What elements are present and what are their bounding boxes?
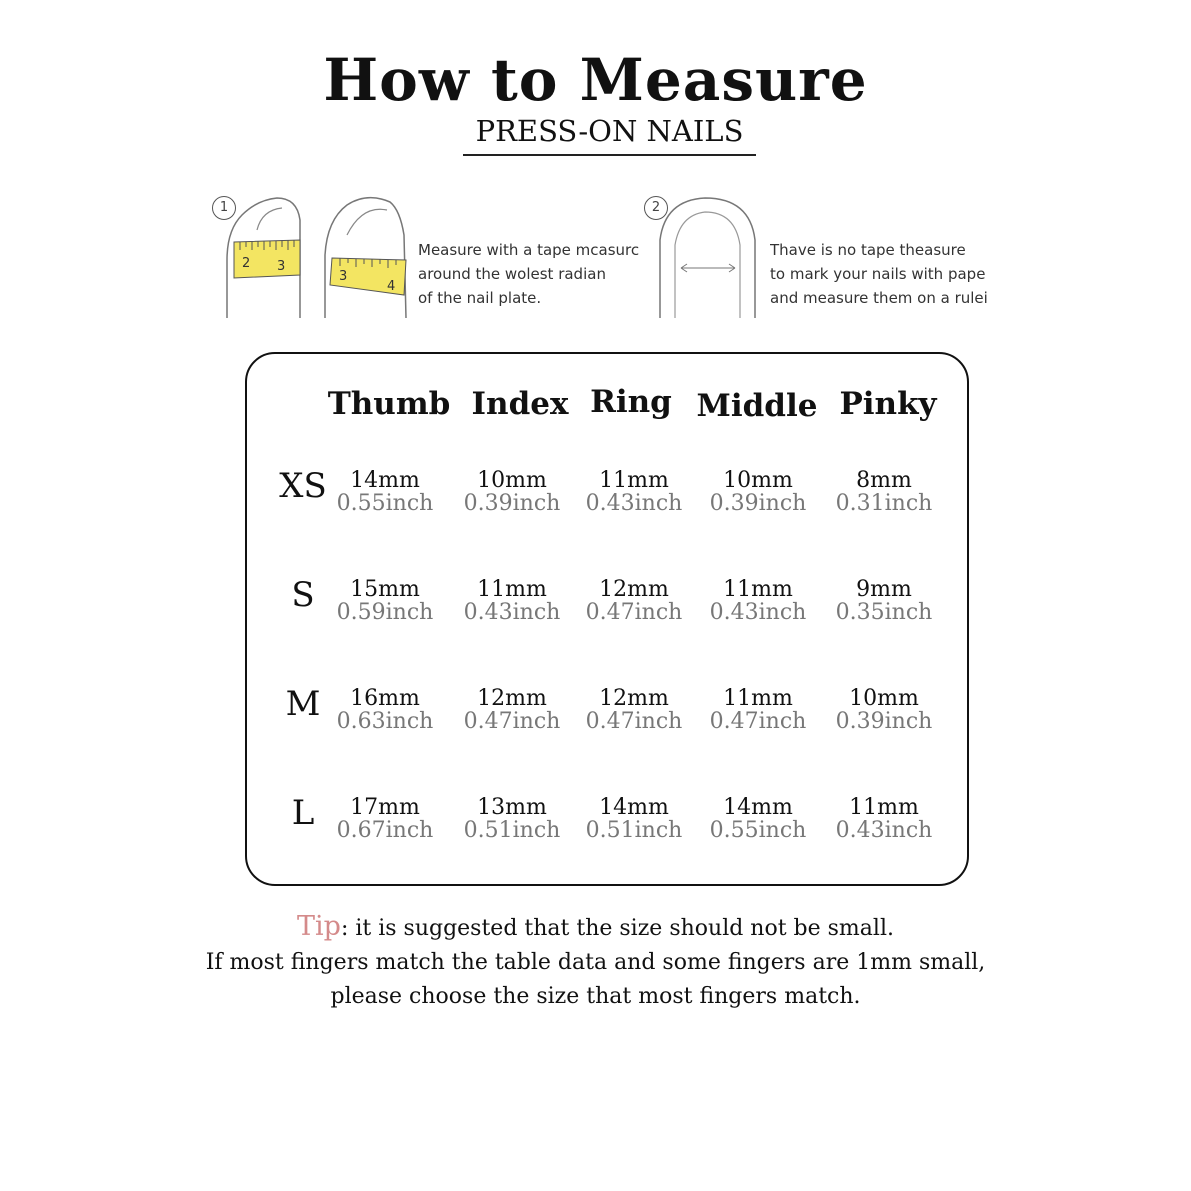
cell-m-index: 12mm 0.47inch [463,686,561,734]
cell-l-middle: 14mm 0.55inch [709,795,807,843]
tape-mark-3: 3 [277,259,286,274]
cell-l-pinky: 11mm 0.43inch [835,795,933,843]
tip-text [0,910,1191,1014]
tape-mark-3b: 3 [339,269,348,284]
row-header-s: S [291,575,315,615]
step-1-illustration [222,190,417,320]
cell-m-thumb: 16mm 0.63inch [336,686,434,734]
tip-line-2: If most fingers match the table data and some fingers are 1mm small, [205,950,986,975]
column-header-pinky: Pinky [839,386,937,422]
tape-mark-2: 2 [242,256,251,271]
column-header-ring: Ring [590,384,672,420]
row-header-xs: XS [279,466,327,506]
step-2-illustration [655,190,765,320]
cell-xs-pinky: 8mm 0.31inch [835,468,933,516]
cell-m-ring: 12mm 0.47inch [585,686,683,734]
cell-s-middle: 11mm 0.43inch [709,577,807,625]
cell-s-pinky: 9mm 0.35inch [835,577,933,625]
cell-l-index: 13mm 0.51inch [463,795,561,843]
tip-label: Tip [297,911,341,942]
column-header-middle: Middle [696,388,818,424]
step-2-number: 2 [644,196,668,220]
cell-s-index: 11mm 0.43inch [463,577,561,625]
cell-l-thumb: 17mm 0.67inch [336,795,434,843]
size-table [245,352,969,886]
cell-m-middle: 11mm 0.47inch [709,686,807,734]
tip-line-1: Tip: it is suggested that the size should not be small. [297,911,894,942]
column-header-thumb: Thumb [327,386,451,422]
row-header-l: L [291,793,315,833]
step-1-text: Measure with a tape mcasurc around the wolest radian of the nail plate. [418,241,640,307]
tip-line-3: please choose the size that most fingers match. [330,984,861,1009]
page-title: How to Measure [323,46,868,114]
cell-xs-index: 10mm 0.39inch [463,468,561,516]
tape-mark-4: 4 [387,279,396,294]
row-header-m: M [285,684,321,724]
page-subtitle: PRESS-ON NAILS [463,114,756,156]
cell-l-ring: 14mm 0.51inch [585,795,683,843]
step-1-number: 1 [212,196,236,220]
cell-xs-middle: 10mm 0.39inch [709,468,807,516]
cell-s-thumb: 15mm 0.59inch [336,577,434,625]
cell-xs-ring: 11mm 0.43inch [585,468,683,516]
step-2-text: Thave is no tape theasure to mark your nails with pape and measure them on a rulei [770,241,988,307]
cell-xs-thumb: 14mm 0.55inch [336,468,434,516]
cell-m-pinky: 10mm 0.39inch [835,686,933,734]
cell-s-ring: 12mm 0.47inch [585,577,683,625]
column-header-index: Index [471,386,569,422]
